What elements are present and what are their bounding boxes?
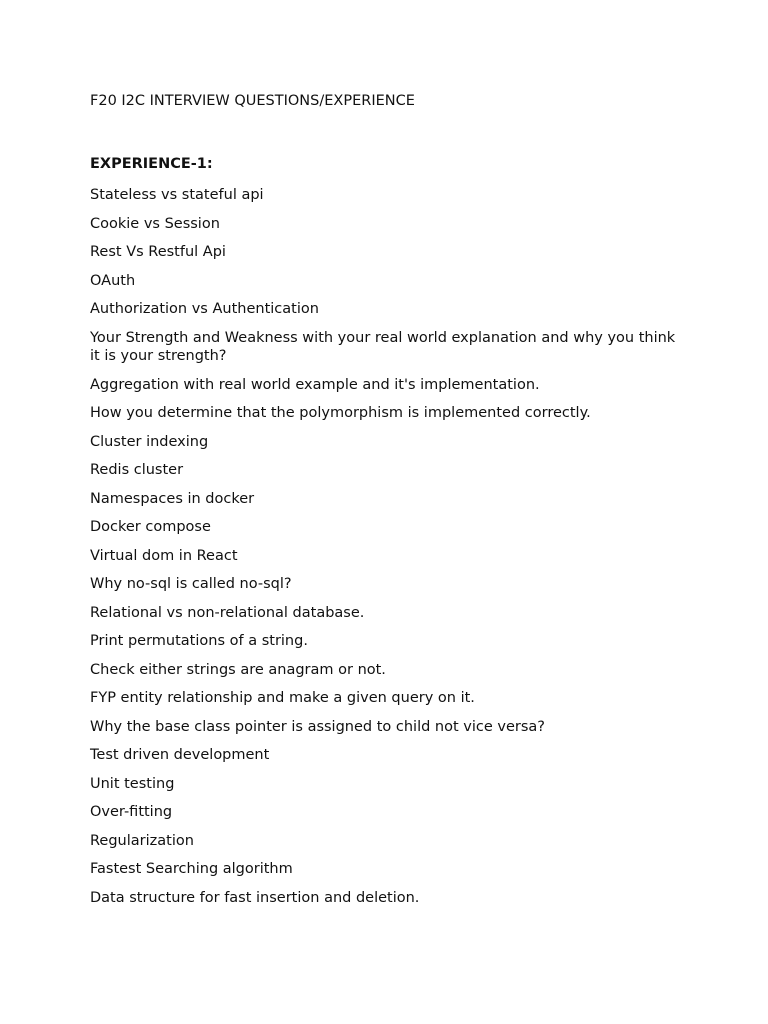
question-item: Cluster indexing bbox=[90, 433, 209, 450]
document-page bbox=[90, 92, 680, 917]
question-item: How you determine that the polymorphism is implemented correctly. bbox=[90, 405, 591, 421]
question-item: Test driven development bbox=[90, 747, 270, 763]
document-title: F20 I2C INTERVIEW QUESTIONS/EXPERIENCE bbox=[90, 93, 415, 109]
question-item: Namespaces in docker bbox=[90, 490, 255, 507]
question-item: Over-fitting bbox=[90, 804, 173, 820]
question-item: Regularization bbox=[90, 832, 194, 849]
question-item: Redis cluster bbox=[90, 462, 184, 478]
question-item: Fastest Searching algorithm bbox=[90, 861, 293, 877]
question-item: Unit testing bbox=[90, 775, 175, 792]
question-item: Your Strength and Weakness with your real world explanation and why you think it is your strength? bbox=[90, 329, 676, 364]
section-heading-experience-1: EXPERIENCE-1: bbox=[90, 156, 213, 172]
question-item: Docker compose bbox=[90, 519, 211, 535]
question-item: Relational vs non-relational database. bbox=[90, 604, 365, 621]
question-item: Virtual dom in React bbox=[90, 547, 238, 564]
question-item: Check either strings are anagram or not. bbox=[90, 661, 386, 678]
question-item: Why no-sql is called no-sql? bbox=[90, 576, 292, 592]
question-item: Aggregation with real world example and it's implementation. bbox=[90, 376, 540, 393]
question-item: FYP entity relationship and make a given query on it. bbox=[90, 690, 475, 706]
question-item: Stateless vs stateful api bbox=[90, 187, 264, 203]
question-item: Cookie vs Session bbox=[90, 215, 220, 232]
question-item: OAuth bbox=[90, 272, 136, 289]
question-item: Rest Vs Restful Api bbox=[90, 244, 226, 260]
question-item: Data structure for fast insertion and deletion. bbox=[90, 889, 420, 906]
question-item: Why the base class pointer is assigned to child not vice versa? bbox=[90, 718, 545, 735]
question-item: Print permutations of a string. bbox=[90, 633, 308, 649]
question-item: Authorization vs Authentication bbox=[90, 301, 319, 317]
question-list bbox=[90, 186, 680, 907]
